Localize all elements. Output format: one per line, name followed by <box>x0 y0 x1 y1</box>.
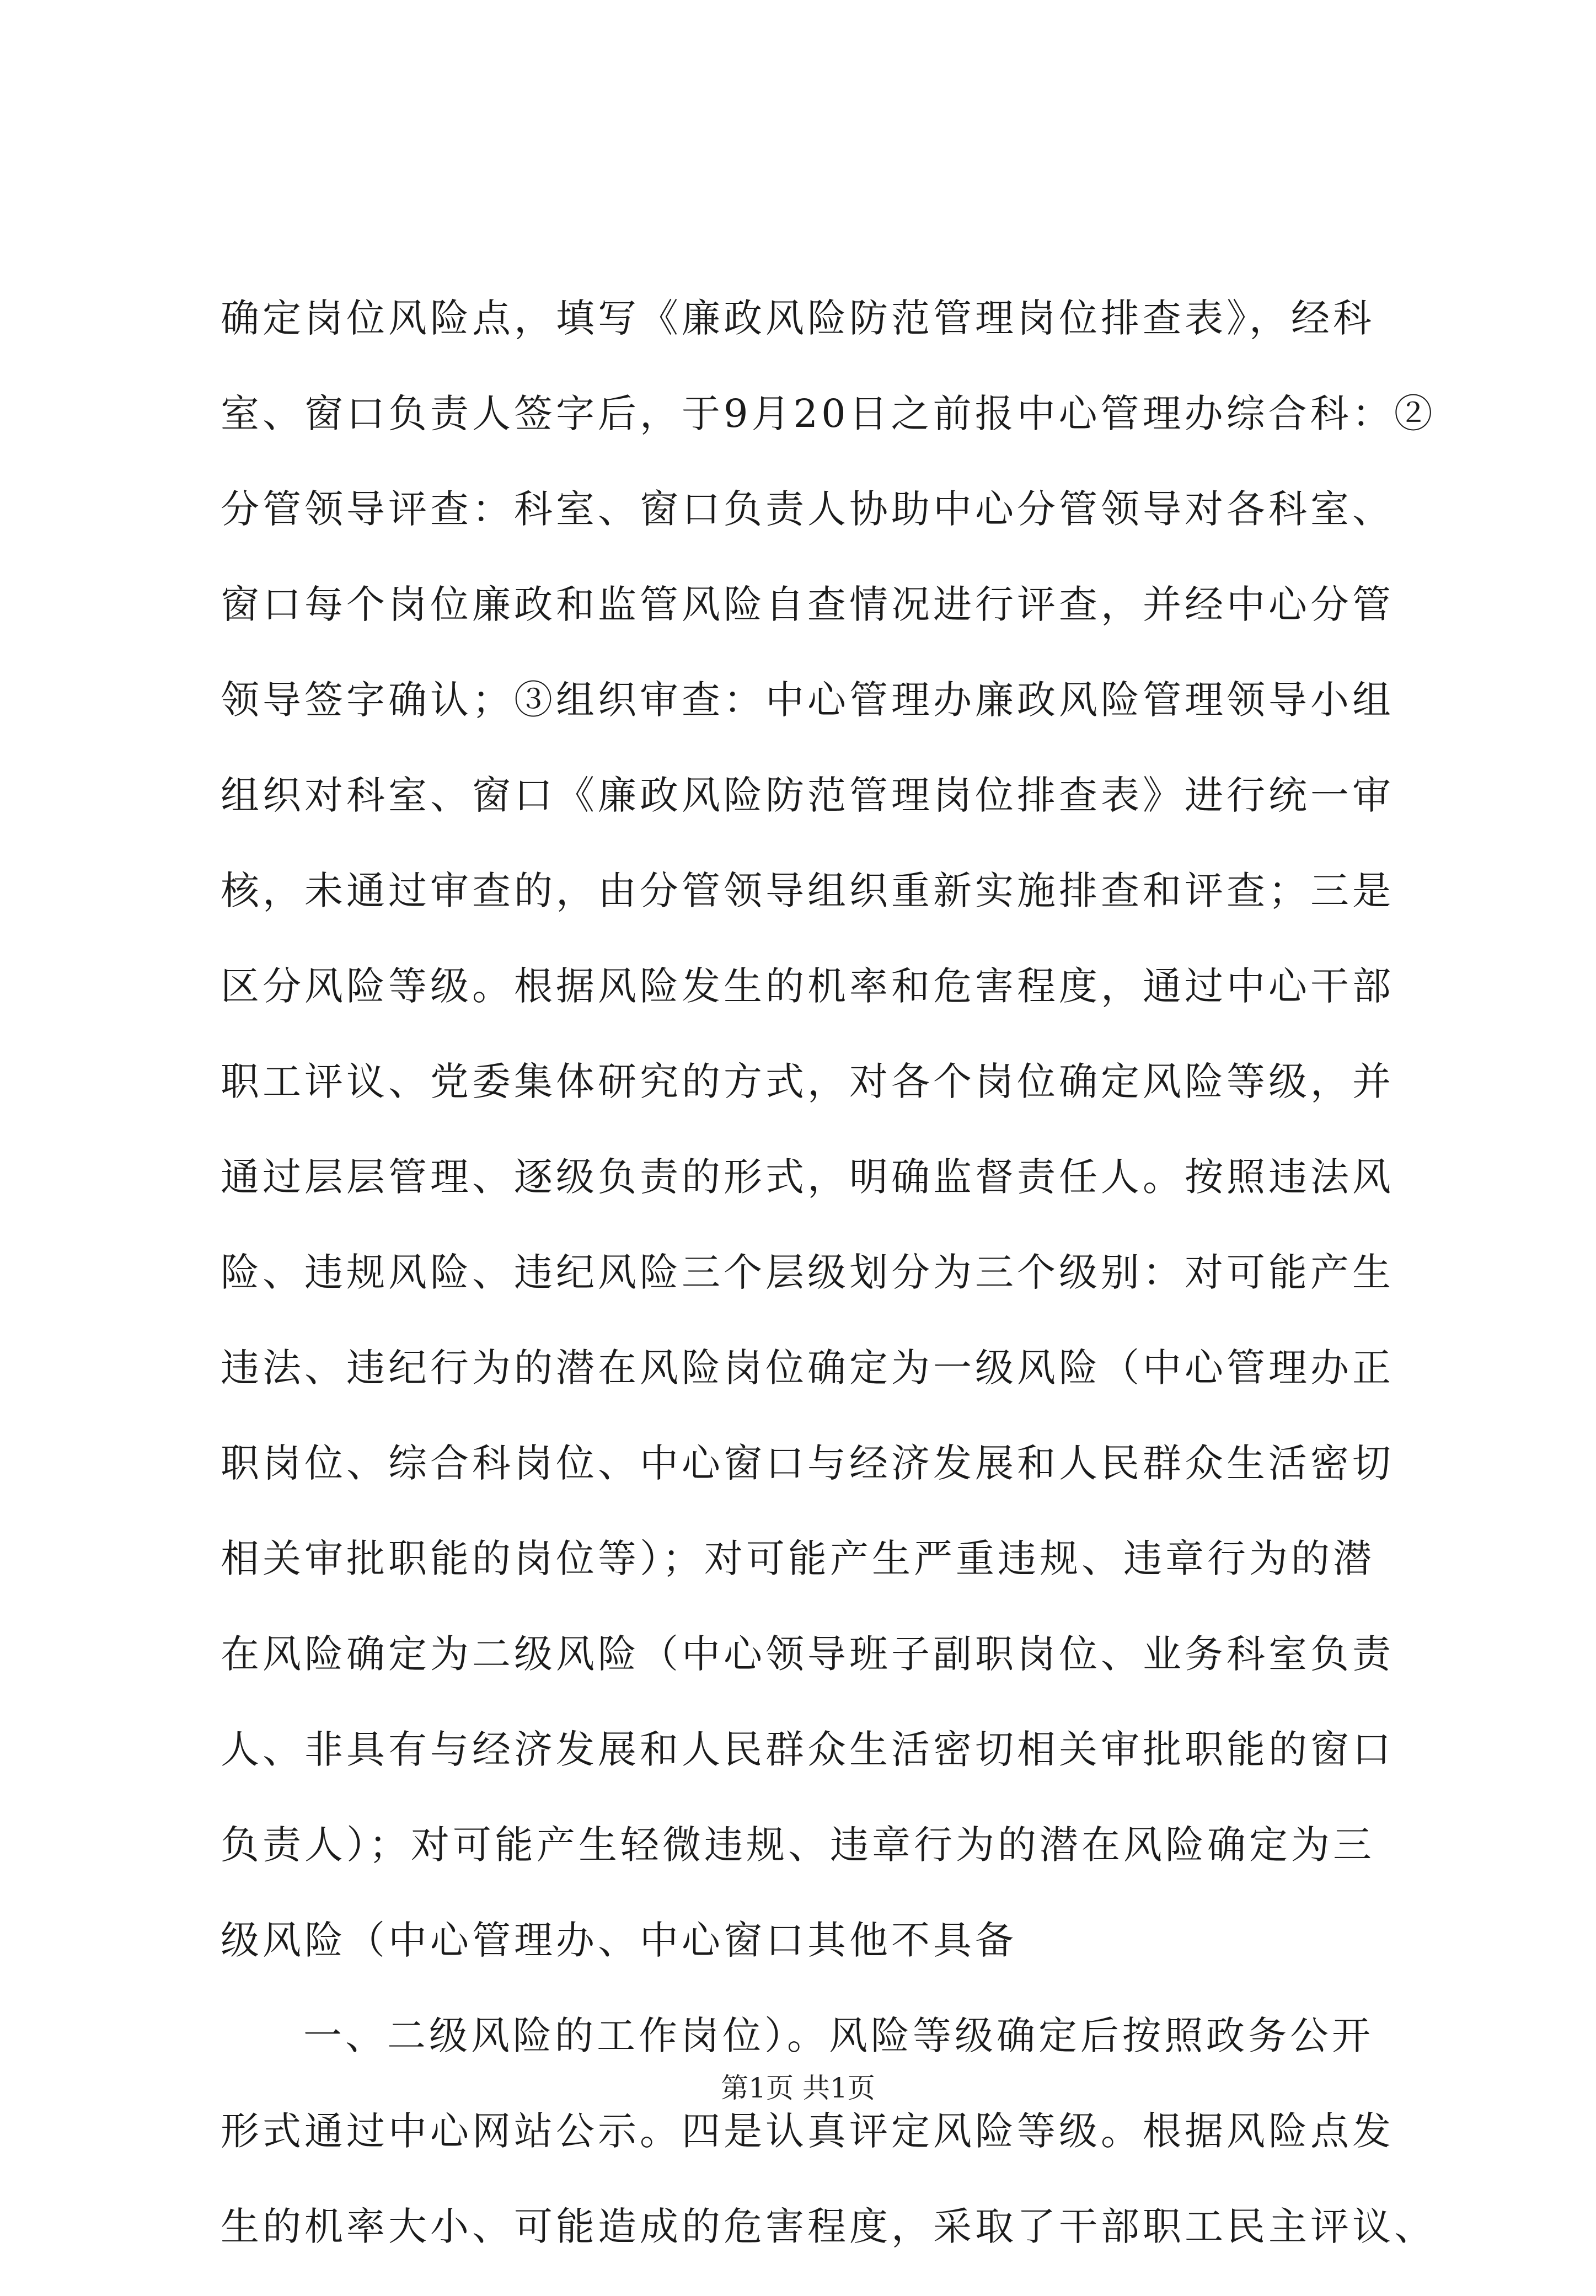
text-line: 窗口每个岗位廉政和监管风险自查情况进行评查，并经中心分管 <box>221 582 1394 627</box>
text-line: 室、窗口负责人签字后，于9月20日之前报中心管理办综合科：② <box>221 391 1436 436</box>
text-line: 人、非具有与经济发展和人民群众生活密切相关审批职能的窗口 <box>221 1727 1394 1772</box>
text-line: 通过层层管理、逐级负责的形式，明确监督责任人。按照违法风 <box>221 1154 1394 1200</box>
text-line: 在风险确定为二级风险（中心领导班子副职岗位、业务科室负责 <box>221 1631 1394 1677</box>
paragraph-first-line: 一、二级风险的工作岗位）。风险等级确定后按照政务公开 <box>303 2013 1374 2058</box>
text-line: 区分风险等级。根据风险发生的机率和危害程度，通过中心干部 <box>221 964 1394 1009</box>
text-line: 职工评议、党委集体研究的方式，对各个岗位确定风险等级，并 <box>221 1059 1394 1104</box>
text-line: 形式通过中心网站公示。四是认真评定风险等级。根据风险点发 <box>221 2108 1394 2154</box>
text-line: 负责人）；对可能产生轻微违规、违章行为的潜在风险确定为三 <box>221 1822 1375 1867</box>
text-line: 确定岗位风险点，填写《廉政风险防范管理岗位排查表》，经科 <box>221 296 1375 341</box>
text-line: 相关审批职能的岗位等）；对可能产生严重违规、违章行为的潜 <box>221 1536 1375 1581</box>
text-line: 违法、违纪行为的潜在风险岗位确定为一级风险（中心管理办正 <box>221 1345 1394 1390</box>
text-line: 核，未通过审查的，由分管领导组织重新实施排查和评查；三是 <box>221 868 1394 913</box>
text-line: 险、违规风险、违纪风险三个层级划分为三个级别：对可能产生 <box>221 1250 1394 1295</box>
text-line: 领导签字确认；③组织审查：中心管理办廉政风险管理领导小组 <box>221 677 1394 722</box>
page-number-footer: 第1页 共1页 <box>721 2072 875 2104</box>
text-line: 生的机率大小、可能造成的危害程度，采取了干部职工民主评议、 <box>221 2204 1436 2249</box>
text-line: 职岗位、综合科岗位、中心窗口与经济发展和人民群众生活密切 <box>221 1441 1394 1486</box>
text-line: 组织对科室、窗口《廉政风险防范管理岗位排查表》进行统一审 <box>221 773 1394 818</box>
text-line: 分管领导评查：科室、窗口负责人协助中心分管领导对各科室、 <box>221 486 1394 532</box>
text-line: 级风险（中心管理办、中心窗口其他不具备 <box>221 1918 1017 1963</box>
document-body <box>221 292 1436 2296</box>
